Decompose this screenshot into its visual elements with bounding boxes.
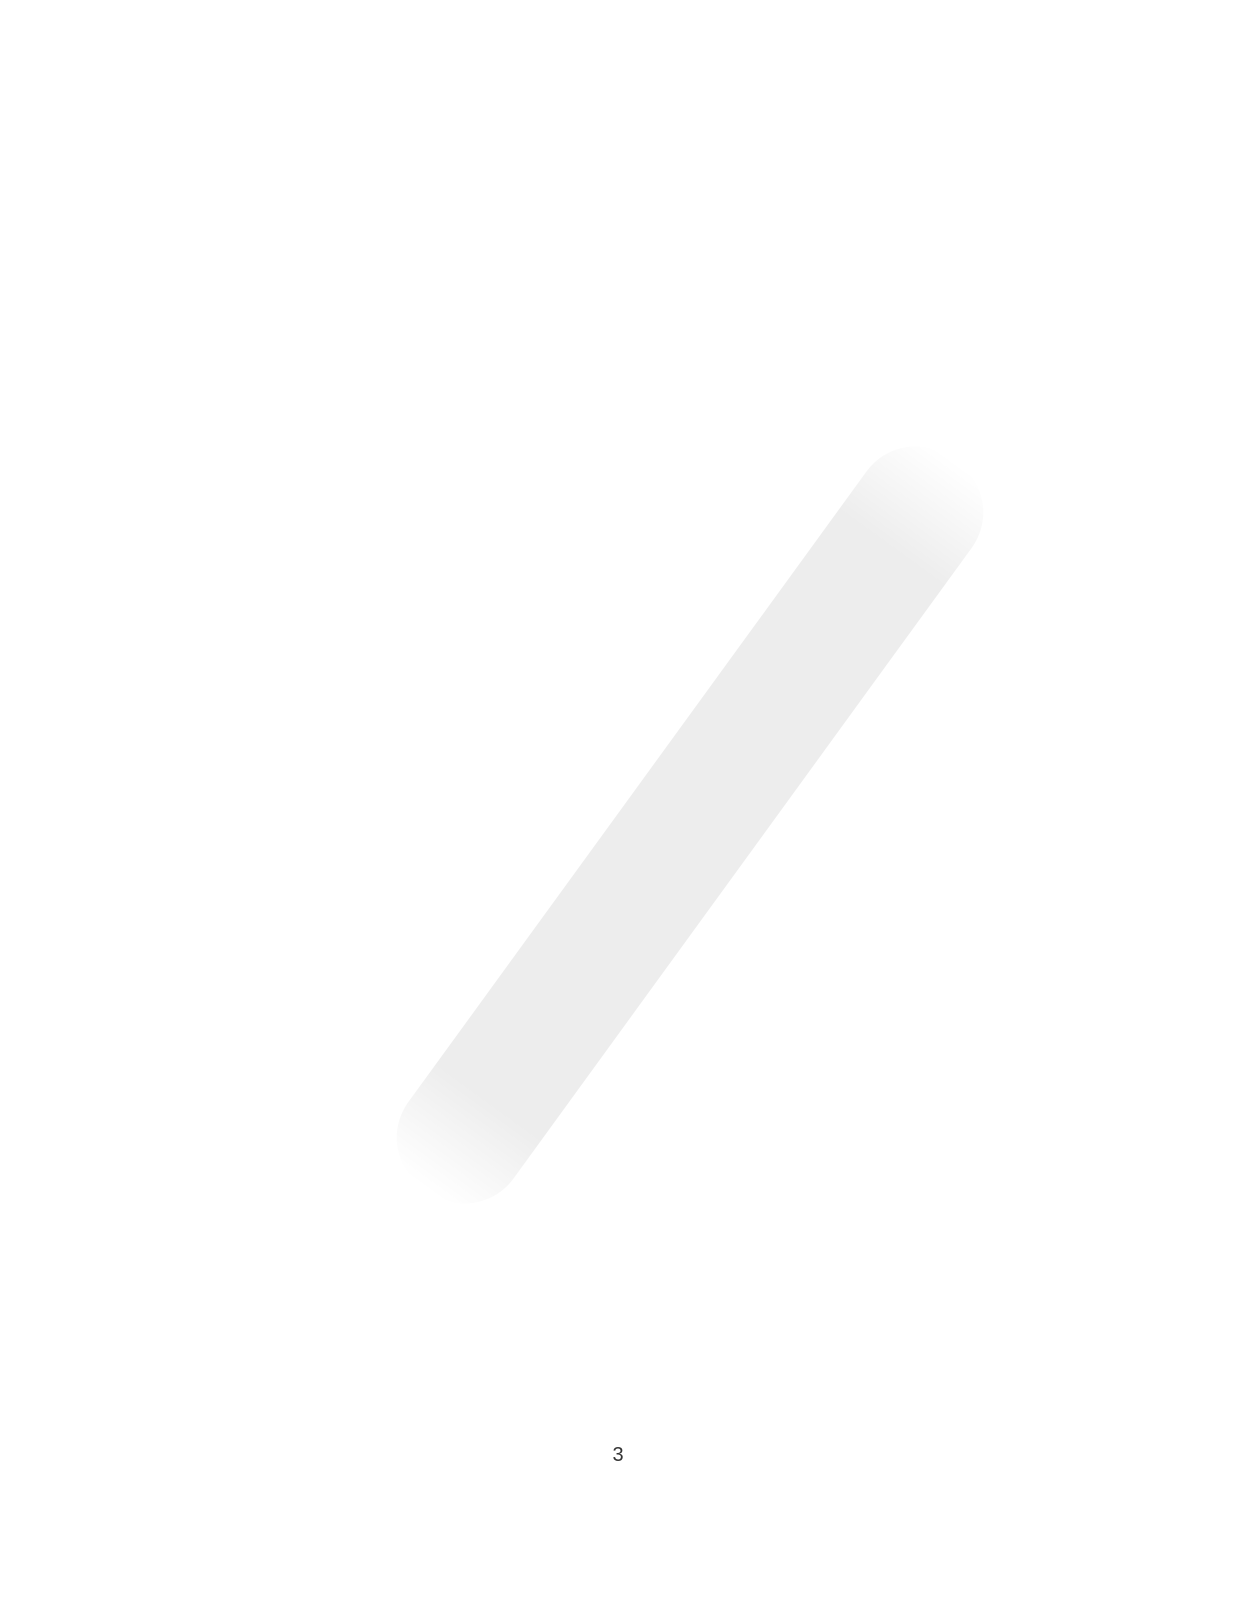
paragraph-1 — [124, 174, 1072, 264]
paragraph-right-column — [632, 270, 1072, 662]
page-number: 3 — [612, 1444, 624, 1466]
paragraph-3 — [124, 782, 1072, 1048]
paragraph-5-quote — [124, 1292, 1072, 1382]
paragraph-4 — [124, 1086, 1072, 1264]
paragraph-2 — [124, 682, 1072, 772]
